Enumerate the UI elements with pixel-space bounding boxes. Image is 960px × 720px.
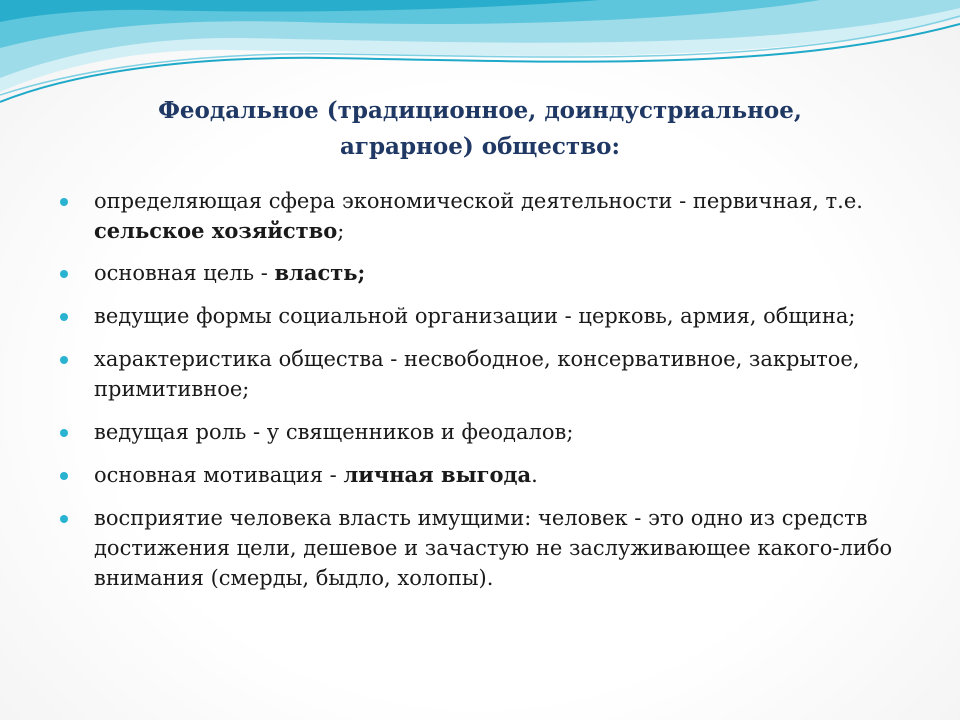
bullet-dot-icon	[60, 313, 68, 321]
bullet-text: восприятие человека власть имущими: человек - это одно из средств достижения цели, дешевое и зачастую не заслуживающее какого-либо внимания (смерды, быдло, холопы).	[94, 506, 893, 590]
bullet-text: определяющая сфера экономической деятельности - первичная, т.е.	[94, 189, 863, 213]
bullet-text: ведущая роль - у священников и феодалов;	[94, 420, 574, 444]
bullet-dot-icon	[60, 515, 68, 523]
bullet-item	[55, 301, 915, 331]
bullet-list	[55, 186, 915, 593]
bullet-bold-text: сельское хозяйство	[94, 218, 338, 243]
bullet-text: основная цель -	[94, 261, 275, 285]
bullet-dot-icon	[60, 270, 68, 278]
title-line-1: Феодальное (традиционное, доиндустриальное,	[158, 97, 802, 124]
bullet-item	[55, 186, 915, 246]
bullet-text: ведущие формы социальной организации - церковь, армия, община;	[94, 304, 856, 328]
bullet-text: основная мотивация -	[94, 463, 344, 487]
bullet-dot-icon	[60, 356, 68, 364]
bullet-item	[55, 417, 915, 447]
bullet-dot-icon	[60, 429, 68, 437]
bullet-item	[55, 258, 915, 288]
bullet-text: характеристика общества - несвободное, консервативное, закрытое, примитивное;	[94, 347, 860, 401]
bullet-dot-icon	[60, 198, 68, 206]
bullet-item	[55, 344, 915, 404]
bullet-tail: ;	[337, 219, 345, 243]
bullet-tail: .	[531, 463, 538, 487]
bullet-dot-icon	[60, 472, 68, 480]
bullet-bold-text: личная выгода	[343, 462, 532, 487]
bullet-item	[55, 460, 915, 490]
bullet-item	[55, 503, 915, 593]
bullet-bold-text: власть;	[274, 260, 366, 285]
title-line-2: аграрное) общество:	[339, 133, 621, 160]
slide-title	[100, 93, 860, 165]
